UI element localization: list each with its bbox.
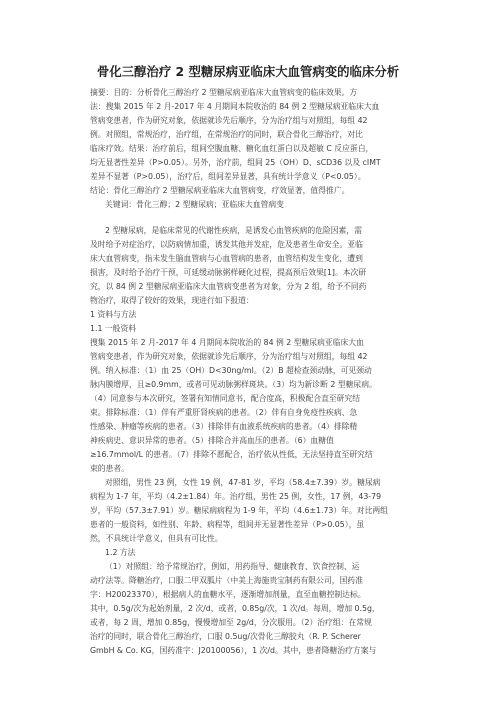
- text-line: 病程为 1-7 年，平均（4.2±1.84）年。治疗组，男性 25 例，女性，17 例，43-79: [90, 492, 382, 501]
- text-line: 及时给予对症治疗，以防病情加重，诱发其他并发症，危及患者生命安全。亚临: [90, 240, 363, 249]
- text-line: 摘要：目的：分析骨化三醇治疗 2 型糖尿病亚临床大血管病变的临床效果。方: [90, 88, 358, 97]
- text-line: 例。对照组，常规治疗，治疗组，在常规治疗的同时，联合骨化三醇治疗，对比: [90, 130, 363, 139]
- keywords-line: 关键词：骨化三醇；2 型糖尿病；亚临床大血管病变: [105, 200, 284, 209]
- text-line: 脉内膜增厚，且≥0.9mm，或者可见动脉粥样斑块。（3）均为新诊断 2 型糖尿病。: [90, 380, 377, 389]
- text-line: 岁，平均（57.3±7.91）岁。糖尿病病程为 1-9 年，平均（4.6±1.73）年。对比两组: [90, 506, 388, 515]
- text-line: 字：H20023370），根据病人的血糖水平，逐渐增加剂量，直至血糖控制达标。: [90, 590, 366, 599]
- document-title: 骨化三醇治疗 2 型糖尿病亚临床大血管病变的临床分析: [96, 64, 400, 79]
- text-line: 然，不具统计学意义，但具有可比性。: [90, 534, 223, 543]
- text-line: 性感染、肿瘤等疾病的患者。（3）排除伴有血液系统疾病的患者。（4）排除精: [90, 422, 358, 431]
- text-line: 束的患者。: [90, 464, 129, 473]
- text-line: 究，以 84 例 2 型糖尿病亚临床大血管病变患者为对象，分为 2 组，给予不同药: [90, 282, 367, 291]
- text-line: 动疗法等。降糖治疗，口服二甲双胍片（中美上海施贵宝制药有限公司，国药准: [90, 576, 363, 585]
- text-line: （4）同意参与本次研究，签署有知情同意书，配合度高，积极配合直至研究结: [90, 394, 361, 403]
- text-line: GmbH & Co. KG，国药准字：J20100056），1 次/d。其中，患者降糖治疗方案与: [90, 646, 377, 655]
- text-line: 管病变患者，作为研究对象，依据就诊先后顺序，分为治疗组与对照组，每组 42: [90, 352, 368, 361]
- text-line: 搜集 2015 年 2 月-2017 年 4 月期间本院收治的 84 例 2 型糖尿病亚临床大血: [90, 338, 364, 347]
- text-line: 临床疗效。结果：治疗前后，组间空腹血糖、糖化血红蛋白以及超敏 C 反应蛋白，: [90, 144, 374, 153]
- subsection-heading: 1.2 方法: [105, 548, 136, 557]
- text-line: 2 型糖尿病，是临床常见的代谢性疾病，是诱发心血管疾病的危险因素，需: [105, 226, 362, 235]
- text-line: 结论：骨化三醇治疗 2 型糖尿病亚临床大血管病变，疗效显著，值得推广。: [90, 186, 350, 195]
- text-line: 其中，0.5g/次为起始剂量，2 次/d，或者，0.85g/次，1 次/d。每周，增加 0.5g，: [90, 604, 380, 613]
- text-line: 神疾病史、意识异常的患者。（5）排除合并高血压的患者。（6）血糖值: [90, 436, 334, 445]
- text-line: 对照组，男性 23 例，女性 19 例，47-81 岁，平均（58.4±7.39）岁。糖尿病: [105, 478, 381, 487]
- text-line: 法：搜集 2015 年 2 月-2017 年 4 月期间本院收治的 84 例 2 型糖尿病亚临床大血: [90, 102, 380, 111]
- text-line: 物治疗，取得了较好的效果，现进行如下报道：: [90, 296, 254, 305]
- text-line: 差异不显著（P>0.05），治疗后，组间差异显著，具有统计学意义（P<0.05）。: [90, 172, 366, 181]
- text-line: 管病变患者，作为研究对象，依据就诊先后顺序，分为治疗组与对照组，每组 42: [90, 116, 368, 125]
- text-line: 患者的一般资料，如性别、年龄、病程等，组间并无显著性差异（P>0.05），虽: [90, 520, 365, 529]
- text-line: 治疗的同时，联合骨化三醇治疗，口服 0.5ug/次骨化三醇胶丸（R. P. Scherer: [90, 632, 361, 641]
- text-line: 床大血管病变，指未发生脑血管病与心血管病的患者，血管结构发生变化，遭到: [90, 254, 363, 263]
- text-line: 均无显著性差异（P>0.05）。另外，治疗前，组间 25（OH）D、sCD36 以及 cIMT: [90, 158, 381, 167]
- text-line: （1）对照组：给予常规治疗，例如，用药指导、健康教育、饮食控制、运: [105, 562, 360, 571]
- text-line: 束。排除标准：（1）伴有严重肝肾疾病的患者。（2）伴有自身免疫性疾病、急: [90, 408, 358, 417]
- section-heading: 1 资料与方法: [90, 310, 137, 319]
- text-line: 或者，每 2 周，增加 0.85g，慢慢增加至 2g/d，分次服用。（2）治疗组：在常规: [90, 618, 372, 627]
- text-line: 例。纳入标准：（1）血 25（OH）D<30ng/ml。（2）B 超检查颈动脉，可见颈动: [90, 366, 372, 375]
- text-line: 损害，及时给予治疗干预，可延缓动脉粥样硬化过程，提高预后效果[1]。本次研: [90, 268, 367, 277]
- text-line: ≥16.7mmol/L 的患者。（7）排除不愿配合，治疗依从性低，无法坚持直至研究结: [90, 450, 373, 459]
- subsection-heading: 1.1 一般资料: [90, 324, 137, 333]
